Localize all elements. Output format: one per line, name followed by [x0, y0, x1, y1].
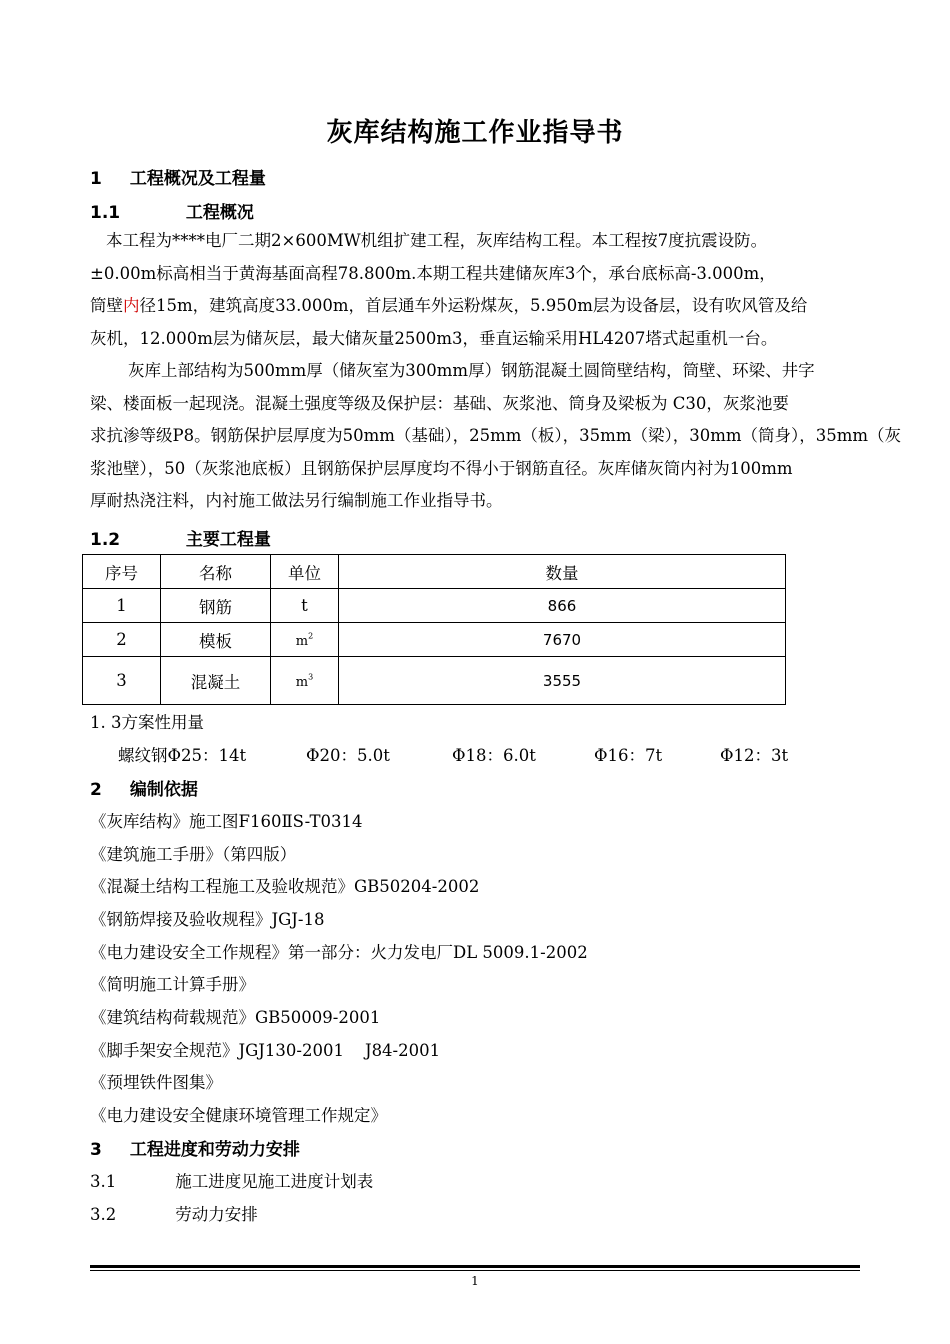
section-3-2-line: [90, 1201, 258, 1225]
section-number: 1.2: [90, 530, 121, 550]
section-3-1-line: [90, 1168, 373, 1192]
table-header-cell: 序号: [83, 555, 161, 589]
paragraph-line: 梁、楼面板一起现浇。混凝土强度等级及保护层：基础、灰浆池、筒身及梁板为 C30，灰浆池要: [90, 393, 789, 413]
paragraph-line: 本工程为****电厂二期2×600MW机组扩建工程，灰库结构工程。本工程按7度抗震设防。: [106, 231, 768, 250]
table-cell: 2: [83, 623, 161, 657]
section-number: 1: [90, 169, 102, 189]
section-number: 3.1: [90, 1172, 117, 1191]
section-number: 1.1: [90, 203, 121, 223]
steel-item: Φ20：5.0t: [306, 746, 390, 765]
paragraph-line: 灰库上部结构为500mm厚（储灰室为300mm厚）钢筋混凝土圆筒壁结构，筒壁、环梁、井字: [128, 361, 815, 380]
unit-text: m: [295, 634, 309, 649]
section-title: 主要工程量: [185, 530, 271, 550]
section-1-heading: [90, 164, 266, 189]
section-title: 施工进度见施工进度计划表: [175, 1172, 374, 1191]
table-header-cell: 名称: [161, 555, 271, 589]
reference-item: 《电力建设安全健康环境管理工作规定》: [90, 1106, 387, 1125]
section-1-3-heading: 1. 3方案性用量: [90, 713, 204, 732]
table-cell: 模板: [161, 623, 271, 657]
overview-paragraph: [90, 225, 862, 355]
table-cell: 混凝土: [161, 657, 271, 705]
table-header-cell: 单位: [271, 555, 339, 589]
reference-item: 《建筑施工手册》（第四版）: [90, 845, 297, 864]
reference-item: 《电力建设安全工作规程》第一部分：火力发电厂DL 5009.1-2002: [90, 943, 588, 962]
section-number: 3: [90, 1140, 102, 1160]
table-cell: 3: [83, 657, 161, 705]
unit-superscript: 2: [308, 631, 314, 641]
table-cell: 1: [83, 589, 161, 623]
document-title: 灰库结构施工作业指导书: [326, 118, 624, 148]
section-number: 3.2: [90, 1205, 117, 1224]
reference-item: 《预埋铁件图集》: [90, 1073, 222, 1092]
reference-item: 《钢筋焊接及验收规程》JGJ-18: [90, 910, 325, 929]
table-cell: 钢筋: [161, 589, 271, 623]
steel-item: Φ18：6.0t: [452, 746, 536, 765]
highlighted-text: 内: [123, 296, 140, 315]
section-1-1-heading: [90, 198, 254, 223]
table-row: [83, 623, 786, 657]
reference-item: 《简明施工计算手册》: [90, 975, 255, 994]
paragraph-line: [90, 290, 862, 323]
section-number: 2: [90, 780, 102, 800]
reference-item: 《脚手架安全规范》JGJ130-2001 J84-2001: [90, 1041, 441, 1060]
paragraph-line: 厚耐热浇注料，内衬施工做法另行编制施工作业指导书。: [90, 491, 503, 510]
table-cell: 7670: [339, 623, 786, 657]
paragraph-line: 灰机，12.000m层为储灰层，最大储灰量2500m3，垂直运输采用HL4207塔式起重机一台。: [90, 328, 778, 348]
unit-text: m: [295, 675, 309, 690]
text-run: 筒壁: [90, 296, 123, 315]
paragraph-line: ±0.00m标高相当于黄海基面高程78.800m.本期工程共建储灰库3个，承台底标高-3.000m，: [90, 263, 776, 283]
section-1-2-heading: [90, 525, 271, 550]
paragraph-line: 求抗渗等级P8。钢筋保护层厚度为50mm（基础），25mm（板），35mm（梁），30mm（筒身），35mm（灰: [90, 426, 902, 445]
section-title: 工程概况及工程量: [129, 169, 266, 189]
table-cell: 866: [339, 589, 786, 623]
unit-superscript: 3: [308, 672, 314, 682]
section-title: 工程概况: [185, 203, 254, 223]
reference-item: 《灰库结构》施工图F160ⅡS-T0314: [90, 812, 363, 831]
steel-item: 螺纹钢Φ25：14t: [118, 746, 247, 765]
table-row: [83, 657, 786, 705]
table-cell: t: [271, 589, 339, 623]
table-header-cell: 数量: [339, 555, 786, 589]
reference-item: 《混凝土结构工程施工及验收规范》GB50204-2002: [90, 877, 480, 896]
table-cell: [271, 623, 339, 657]
footer-divider-thin: [90, 1270, 860, 1271]
paragraph-line: 浆池壁），50（灰浆池底板）且钢筋保护层厚度均不得小于钢筋直径。灰库储灰筒内衬为100mm: [90, 458, 793, 478]
footer-divider: [90, 1265, 860, 1268]
table-row: [83, 589, 786, 623]
steel-usage-line: [118, 742, 788, 766]
section-title: 劳动力安排: [175, 1205, 258, 1224]
structure-paragraph: [90, 355, 902, 518]
table-header-row: [83, 555, 786, 589]
page-number: 1: [471, 1274, 479, 1288]
steel-item: Φ16：7t: [594, 746, 663, 765]
table-cell: [271, 657, 339, 705]
table-cell: 3555: [339, 657, 786, 705]
text-run: 径15m，建筑高度33.000m，首层通车外运粉煤灰，5.950m层为设备层，设有吹风管及给: [139, 296, 808, 315]
quantity-table: [82, 554, 786, 705]
steel-item: Φ12：3t: [720, 746, 789, 765]
section-3-heading: [90, 1135, 300, 1160]
section-2-heading: [90, 775, 198, 800]
reference-item: 《建筑结构荷载规范》GB50009-2001: [90, 1008, 381, 1027]
section-title: 工程进度和劳动力安排: [129, 1140, 300, 1160]
section-title: 编制依据: [129, 780, 198, 800]
